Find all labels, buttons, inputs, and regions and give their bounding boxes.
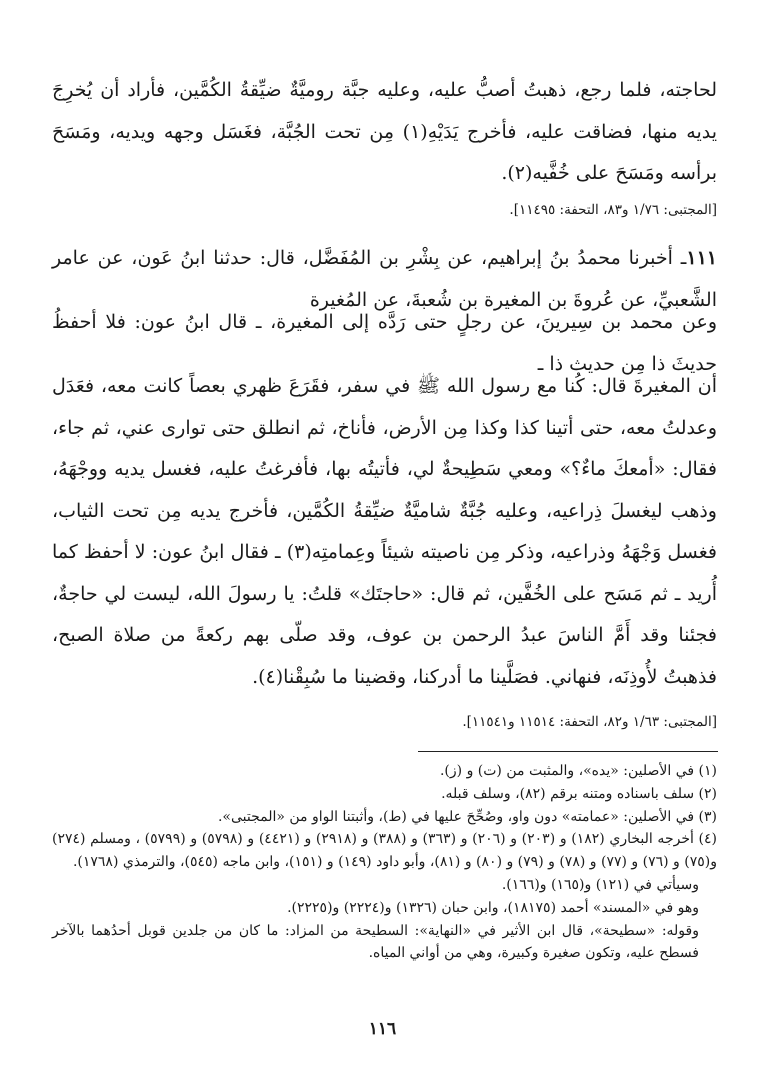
footnote-divider <box>418 751 718 752</box>
hadith-number: ١١١ <box>686 247 717 269</box>
reference-110 <box>52 200 717 220</box>
isnad2-text: وعن محمد بن سِيرينَ، عن رجلٍ حتى رَدَّه إلى المغيرة، ـ قال ابنُ عون: فلا أحفظُ حديثَ ذا مِن حديث ذا ـ <box>52 311 717 375</box>
footnote-4: (٤) أخرجه البخاري (١٨٢) و (٢٠٣) و (٢٠٦) و (٣٦٣) و (٣٨٨) و (٢٩١٨) و (٤٤٢١) و (٥٧٩٨) و (٥٧٩٩) ، ومسلم (٢٧٤) و(٧٥) و (٧٦) و (٧٧) و (٧٨) و (٧٩) و (٨٠) و (٨١)، وأبو داود (١٤٩) و (١٥١)، وابن ماجه (٥٤٥)، والترمذي (١٧٦٨). <box>52 831 717 871</box>
footnote-4-cont-1: وسيأتي في (١٢١) و(١٦٥) و(١٦٦). <box>501 876 699 893</box>
footnotes <box>52 760 717 965</box>
page-number: ١١٦ <box>368 1019 397 1039</box>
continuation-text: لحاجته، فلما رجع، ذهبتُ أصبُّ عليه، وعليه جبَّة روميَّةٌ ضيِّقةُ الكُمَّين، فأراد أن يُخرِجَ يديه منها، فضاقت عليه، فأخرج يَدَيْهِ(١) مِن تحت الجُبَّة، فغَسَل وجهه ويديه، ومَسَحَ برأسه ومَسَحَ على خُفَّيه(٢). <box>52 79 717 184</box>
footnote-1: (١) في الأصلين: «يده»، والمثبت من (ت) و (ز). <box>439 763 717 779</box>
matn-text: أن المغيرةَ قال: كُنا مع رسول الله ﷺ في سفر، فقَرَعَ ظهري بعصاً كانت معه، فعَدَل وعدلتُ معه، حتى أتينا كذا وكذا مِن الأرض، فأناخ، ثم انطلق حتى توارى عني، ثم جاء، فقال: «أمعكَ ماءٌ؟» ومعي سَطِيحةٌ لي، فأتيتُه بها، فأفرغتُ عليه، فغسل يديه ووجْهَهُ، وذهب ليغسلَ ذِراعيه، وعليه جُبَّةٌ شاميَّةٌ ضيِّقةُ الكُمَّين، فأخرج يديه مِن تحت الثياب، فغسل وَجْهَهُ وذراعيه، وذكر مِن ناصيته شيئاً وعِمامتِه(٣) ـ فقال ابنُ عون: لا أحفظ كما أُريد ـ ثم مَسَح على الخُفَّين، ثم قال: «حاجتَك» قلتُ: يا رسولَ الله، ليست لي حاجةٌ، فجئنا وقد أَمَّ الناسَ عبدُ الرحمن بن عوف، وقد صلّى بهم ركعةً من صلاة الصبح، فذهبتُ لأُوذِنَه، فنهاني. فصَلَّينا ما أدركنا، وقضينا ما سُبِقْنا(٤). <box>52 375 717 688</box>
reference-111 <box>52 712 717 732</box>
isnad-text: ـ أخبرنا محمدُ بنُ إبراهيم، عن بِشْرِ بن المُفَضَّل، قال: حدثنا ابنُ عَون، عن عامر الشَّعبيِّ، عن عُروةَ بن المغيرة بن شُعبةَ، عن المُغيرة <box>52 247 717 311</box>
footnote-4-cont-2: وهو في «المسند» أحمد (١٨١٧٥)، وابن حبان (١٣٢٦) و(٢٢٢٤) و(٢٢٢٥). <box>287 899 699 916</box>
hadith-110-continuation <box>52 70 717 195</box>
reference-text: [المجتبى: ١/٧٦ و٨٣، التحفة: ١١٤٩٥]. <box>509 202 717 218</box>
footnote-3: (٣) في الأصلين: «عمامته» دون واو، وصُحِّحَ عليها في (ط)، وأثبتنا الواو من «المجتبى». <box>217 808 717 825</box>
reference-text: [المجتبى: ١/٦٣ و٨٢، التحفة: ١١٥١٤ و١١٥٤١]. <box>462 714 717 730</box>
footnote-4-cont-3: وقوله: «سطيحة»، قال ابن الأثير في «النهاية»: السطيحة من المزاد: ما كان من جلدين قوبل أحدُهما بالآخر فسطح عليه، وتكون صغيرة وكبيرة، وهي من أواني المياه. <box>52 922 699 962</box>
footnote-2: (٢) سلف باسناده ومتنه برقم (٨٢)، وسلف قبله. <box>441 785 717 802</box>
hadith-111-matn <box>52 366 717 698</box>
